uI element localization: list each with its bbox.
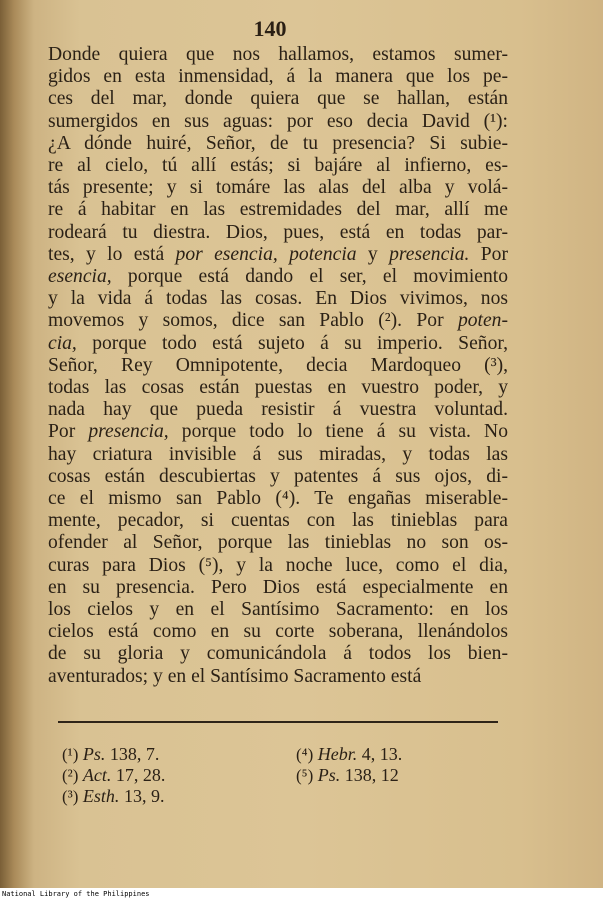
text-segment: Señor, Rey Omnipotente, decia Mardoqueo (³), bbox=[48, 354, 508, 376]
text-segment: ce el mismo san Pablo (⁴). Te engañas miserable- bbox=[48, 488, 508, 510]
text-segment: movemos y somos, dice san Pablo (²). Por bbox=[48, 310, 458, 332]
italic-text-segment: presencia, bbox=[88, 421, 169, 443]
footnote-mark: (²) bbox=[62, 766, 79, 785]
text-segment: re al cielo, tú allí estás; si bajáre al infierno, es- bbox=[48, 155, 508, 177]
text-line bbox=[48, 310, 508, 332]
text-line bbox=[48, 421, 508, 443]
text-line bbox=[48, 333, 508, 355]
text-line bbox=[48, 532, 508, 554]
text-segment: nada hay que pueda resistir á vuestra voluntad. bbox=[48, 399, 508, 421]
text-segment: ces del mar, donde quiera que se hallan, están bbox=[48, 88, 508, 110]
text-segment: y la vida á todas las cosas. En Dios vivimos, nos bbox=[48, 288, 508, 310]
text-segment: re á habitar en las estremidades del mar, allí me bbox=[48, 199, 508, 221]
text-line bbox=[48, 666, 508, 688]
text-segment: curas para Dios (⁵), y la noche luce, como el dia, bbox=[48, 554, 508, 576]
text-segment: mente, pecador, si cuentas con las tinieblas para bbox=[48, 510, 508, 532]
text-segment: Por bbox=[469, 243, 509, 265]
library-credit: National Library of the Philippines bbox=[0, 889, 603, 900]
text-segment: hay criatura invisible á sus miradas, y todas las bbox=[48, 443, 508, 465]
footnote-ref: 138, 12 bbox=[344, 765, 399, 785]
text-line bbox=[48, 111, 508, 133]
text-segment: porque todo está sujeto á su imperio. Señor, bbox=[76, 332, 508, 354]
text-segment: sumergidos en sus aguas: por eso decia David (¹): bbox=[48, 110, 508, 132]
italic-text-segment: cia, bbox=[48, 332, 77, 354]
text-segment: en su presencia. Pero Dios está especialmente en bbox=[48, 576, 508, 598]
text-line bbox=[48, 599, 508, 621]
footnote bbox=[62, 786, 165, 807]
text-segment: de su gloria y comunicándola á todos los bien- bbox=[48, 643, 508, 665]
footnote-book: Ps. bbox=[82, 744, 106, 764]
text-line bbox=[48, 577, 508, 599]
text-line bbox=[48, 133, 508, 155]
text-line bbox=[48, 488, 508, 510]
text-segment: tes, y lo está bbox=[48, 243, 176, 265]
footnote-ref: 13, 9. bbox=[123, 786, 165, 806]
text-line bbox=[48, 44, 508, 66]
text-line bbox=[48, 621, 508, 643]
text-line bbox=[48, 466, 508, 488]
footnote-book: Act. bbox=[82, 765, 112, 785]
footnote bbox=[62, 765, 165, 786]
italic-text-segment: esencia, bbox=[48, 266, 112, 288]
text-line bbox=[48, 444, 508, 466]
text-segment: Donde quiera que nos hallamos, estamos sumer- bbox=[48, 44, 508, 65]
footnotes-right-column bbox=[296, 744, 402, 786]
footnote-book: Esth. bbox=[82, 786, 120, 806]
text-segment: ofender al Señor, porque las tinieblas no son os- bbox=[48, 532, 508, 554]
body-text bbox=[48, 44, 508, 688]
text-line bbox=[48, 266, 508, 288]
text-segment: tás presente; y si tomáre las alas del alba y volá- bbox=[48, 177, 508, 199]
text-line bbox=[48, 555, 508, 577]
text-line bbox=[48, 177, 508, 199]
text-segment: gidos en esta inmensidad, á la manera que los pe- bbox=[48, 66, 508, 88]
text-segment: Por bbox=[48, 421, 89, 443]
text-line bbox=[48, 244, 508, 266]
page-number: 140 bbox=[253, 16, 287, 41]
text-segment: ¿A dónde huiré, Señor, de tu presencia? Si subie- bbox=[48, 132, 508, 154]
text-segment: cielos está como en su corte soberana, llenándolos bbox=[48, 621, 508, 643]
text-line bbox=[48, 88, 508, 110]
text-line bbox=[48, 66, 508, 88]
text-segment: porque todo lo tiene á su vista. No bbox=[168, 421, 508, 443]
text-segment: todas las cosas están puestas en vuestro poder, y bbox=[48, 377, 508, 399]
italic-text-segment: poten- bbox=[457, 310, 508, 332]
footnote bbox=[62, 744, 165, 765]
footnote-rule bbox=[58, 721, 498, 723]
footnote-ref: 17, 28. bbox=[115, 765, 166, 785]
footnote-book: Ps. bbox=[317, 765, 341, 785]
footnote-mark: (⁵) bbox=[296, 766, 314, 785]
footnote-book: Hebr. bbox=[317, 744, 358, 764]
text-line bbox=[48, 643, 508, 665]
footnotes-left-column bbox=[62, 744, 165, 807]
text-segment: aventurados; y en el Santísimo Sacramento está bbox=[48, 665, 422, 687]
text-segment: los cielos y en el Santísimo Sacramento: en los bbox=[48, 599, 508, 621]
text-segment: porque está dando el ser, el movimiento bbox=[111, 266, 508, 288]
footnote-ref: 138, 7. bbox=[109, 744, 160, 764]
italic-text-segment: presencia. bbox=[389, 243, 470, 265]
text-segment: cosas están descubiertas y patentes á sus ojos, di- bbox=[48, 465, 508, 487]
footnote bbox=[296, 765, 402, 786]
text-line bbox=[48, 355, 508, 377]
footnote-mark: (¹) bbox=[62, 745, 79, 764]
text-line bbox=[48, 399, 508, 421]
footnote-mark: (³) bbox=[62, 787, 79, 806]
text-line bbox=[48, 288, 508, 310]
text-line bbox=[48, 377, 508, 399]
footnote bbox=[296, 744, 402, 765]
text-line bbox=[48, 155, 508, 177]
text-segment: y bbox=[356, 243, 390, 265]
footnote-mark: (⁴) bbox=[296, 745, 314, 764]
text-segment: rodeará tu diestra. Dios, pues, está en todas par- bbox=[48, 221, 508, 243]
text-line bbox=[48, 199, 508, 221]
text-line bbox=[48, 510, 508, 532]
text-line bbox=[48, 222, 508, 244]
italic-text-segment: por esencia, potencia bbox=[175, 243, 357, 265]
footnote-ref: 4, 13. bbox=[361, 744, 403, 764]
